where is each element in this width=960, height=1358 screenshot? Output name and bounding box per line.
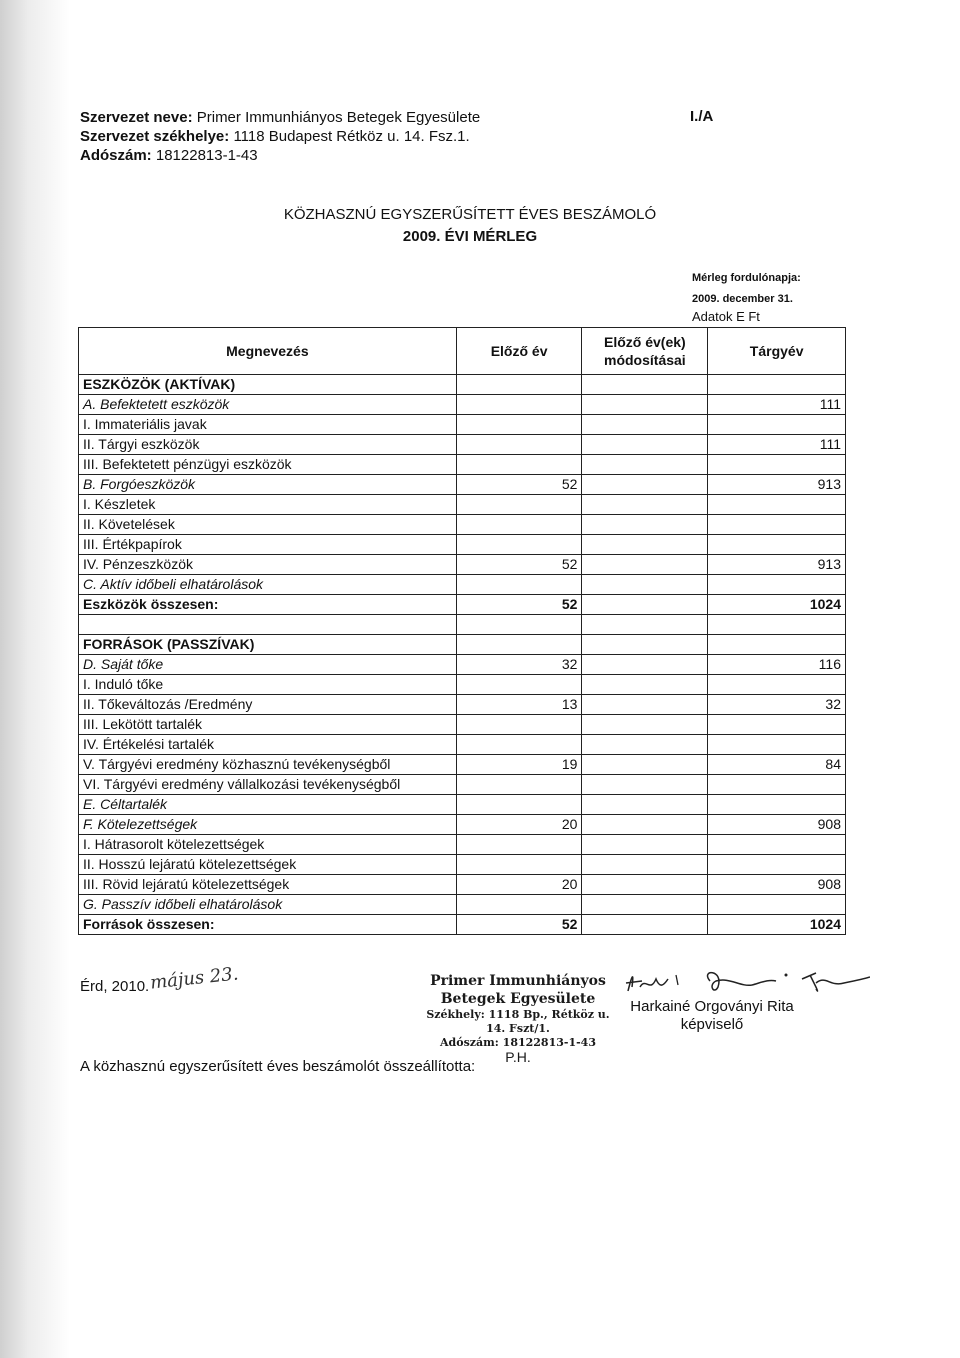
row-modifications <box>582 535 708 555</box>
row-modifications <box>582 455 708 475</box>
table-row <box>79 675 846 695</box>
row-modifications <box>582 675 708 695</box>
table-row <box>79 495 846 515</box>
row-prev-year: 32 <box>456 655 582 675</box>
row-current-year <box>708 415 846 435</box>
row-modifications <box>582 555 708 575</box>
row-name: III. Rövid lejáratú kötelezettségek <box>79 875 457 895</box>
row-prev-year: 52 <box>456 555 582 575</box>
handwritten-signature <box>620 965 870 999</box>
row-current-year <box>708 455 846 475</box>
row-current-year <box>708 775 846 795</box>
row-modifications <box>582 395 708 415</box>
row-name: III. Befektetett pénzügyi eszközök <box>79 455 457 475</box>
row-current-year: 1024 <box>708 595 846 615</box>
org-name-line <box>80 108 480 127</box>
table-row <box>79 575 846 595</box>
row-modifications <box>582 815 708 835</box>
table-row <box>79 375 846 395</box>
row-modifications <box>582 375 708 395</box>
row-name: II. Hosszú lejáratú kötelezettségek <box>79 855 457 875</box>
row-name: II. Tárgyi eszközök <box>79 435 457 455</box>
balance-date-label: Mérleg fordulónapja: <box>692 272 801 284</box>
representative-name: Harkainé Orgoványi Rita <box>630 998 794 1015</box>
row-current-year: 1024 <box>708 915 846 935</box>
row-prev-year: 52 <box>456 915 582 935</box>
row-prev-year <box>456 795 582 815</box>
row-current-year <box>708 895 846 915</box>
col-header-prev: Előző év <box>456 328 582 375</box>
row-current-year: 913 <box>708 475 846 495</box>
row-modifications <box>582 755 708 775</box>
table-row <box>79 735 846 755</box>
org-header <box>80 108 480 165</box>
row-prev-year <box>456 495 582 515</box>
stamp-line-2: Betegek Egyesülete <box>440 991 596 1007</box>
row-current-year: 32 <box>708 695 846 715</box>
row-current-year <box>708 575 846 595</box>
handwritten-date: május 23. <box>149 963 240 994</box>
row-prev-year: 13 <box>456 695 582 715</box>
org-seat: 1118 Budapest Rétköz u. 14. Fsz.1. <box>233 128 470 145</box>
row-prev-year: 20 <box>456 815 582 835</box>
row-name: III. Lekötött tartalék <box>79 715 457 735</box>
row-name: Források összesen: <box>79 915 457 935</box>
org-tax: 18122813-1-43 <box>155 147 258 164</box>
row-name: A. Befektetett eszközök <box>79 395 457 415</box>
form-code: I./A <box>690 108 714 125</box>
org-tax-label: Adószám: <box>80 147 152 164</box>
table-row <box>79 435 846 455</box>
table-row <box>79 475 846 495</box>
row-modifications <box>582 835 708 855</box>
row-prev-year <box>456 515 582 535</box>
table-row <box>79 395 846 415</box>
row-prev-year <box>456 395 582 415</box>
row-modifications <box>582 495 708 515</box>
row-name: F. Kötelezettségek <box>79 815 457 835</box>
stamp-line-1: Primer Immunhiányos <box>430 973 606 989</box>
row-current-year <box>708 835 846 855</box>
row-prev-year <box>456 375 582 395</box>
stamp-line-3: Székhely: 1118 Bp., Rétköz u. 14. Fszt/1. <box>426 1008 610 1035</box>
row-name: D. Saját tőke <box>79 655 457 675</box>
row-prev-year: 19 <box>456 755 582 775</box>
row-modifications <box>582 895 708 915</box>
row-current-year: 116 <box>708 655 846 675</box>
row-name: V. Tárgyévi eredmény közhasznú tevékenységből <box>79 755 457 775</box>
row-current-year <box>708 635 846 655</box>
row-prev-year <box>456 775 582 795</box>
row-prev-year <box>456 455 582 475</box>
table-row <box>79 855 846 875</box>
row-modifications <box>582 515 708 535</box>
row-prev-year: 52 <box>456 595 582 615</box>
row-modifications <box>582 715 708 735</box>
row-modifications <box>582 435 708 455</box>
table-row <box>79 655 846 675</box>
row-modifications <box>582 875 708 895</box>
table-row <box>79 635 846 655</box>
org-seat-label: Szervezet székhelye: <box>80 128 230 145</box>
table-row <box>79 615 846 635</box>
row-modifications <box>582 635 708 655</box>
balance-date: 2009. december 31. <box>692 293 793 305</box>
table-row <box>79 835 846 855</box>
representative-role: képviselő <box>680 1016 744 1033</box>
row-modifications <box>582 855 708 875</box>
stamp-line-4: Adószám: 18122813-1-43 <box>440 1036 596 1049</box>
row-modifications <box>582 475 708 495</box>
row-current-year <box>708 715 846 735</box>
row-name: G. Passzív időbeli elhatárolások <box>79 895 457 915</box>
row-name: ESZKÖZÖK (AKTÍVAK) <box>79 375 457 395</box>
row-prev-year <box>456 735 582 755</box>
row-name: E. Céltartalék <box>79 795 457 815</box>
row-modifications <box>582 695 708 715</box>
row-modifications <box>582 615 708 635</box>
row-modifications <box>582 915 708 935</box>
row-prev-year <box>456 855 582 875</box>
sign-place: Érd, 2010. <box>80 978 150 995</box>
row-prev-year <box>456 415 582 435</box>
row-current-year <box>708 515 846 535</box>
row-name: B. Forgóeszközök <box>79 475 457 495</box>
col-header-name: Megnevezés <box>79 328 457 375</box>
org-name-label: Szervezet neve: <box>80 109 193 126</box>
row-name <box>79 615 457 635</box>
row-current-year <box>708 855 846 875</box>
row-name: Eszközök összesen: <box>79 595 457 615</box>
balance-sheet-table <box>78 327 846 935</box>
row-modifications <box>582 575 708 595</box>
row-current-year <box>708 615 846 635</box>
row-prev-year <box>456 535 582 555</box>
table-row <box>79 535 846 555</box>
table-row <box>79 415 846 435</box>
row-current-year <box>708 535 846 555</box>
stamp-ph: P.H. <box>505 1049 531 1065</box>
row-prev-year <box>456 675 582 695</box>
row-current-year: 84 <box>708 755 846 775</box>
row-modifications <box>582 415 708 435</box>
row-name: III. Értékpapírok <box>79 535 457 555</box>
row-name: II. Tőkeváltozás /Eredmény <box>79 695 457 715</box>
unit-label: Adatok E Ft <box>692 309 760 324</box>
table-row <box>79 455 846 475</box>
row-current-year <box>708 375 846 395</box>
report-subtitle: 2009. ÉVI MÉRLEG <box>402 228 538 245</box>
table-row <box>79 915 846 935</box>
organization-stamp <box>418 972 618 1064</box>
table-row <box>79 875 846 895</box>
col-header-mod: Előző év(ek) módosításai <box>582 328 708 375</box>
row-modifications <box>582 735 708 755</box>
row-modifications <box>582 795 708 815</box>
row-name: IV. Pénzeszközök <box>79 555 457 575</box>
row-modifications <box>582 655 708 675</box>
row-prev-year <box>456 615 582 635</box>
table-row <box>79 795 846 815</box>
row-prev-year: 52 <box>456 475 582 495</box>
compiled-by-label: A közhasznú egyszerűsített éves beszámolót összeállította: <box>80 1058 476 1075</box>
org-seat-line <box>80 127 480 146</box>
table-row <box>79 755 846 775</box>
row-name: I. Készletek <box>79 495 457 515</box>
row-current-year: 913 <box>708 555 846 575</box>
representative <box>612 998 812 1034</box>
table-row <box>79 595 846 615</box>
row-prev-year <box>456 635 582 655</box>
row-modifications <box>582 595 708 615</box>
table-row <box>79 695 846 715</box>
table-row <box>79 815 846 835</box>
org-name: Primer Immunhiányos Betegek Egyesülete <box>196 109 481 126</box>
row-name: II. Követelések <box>79 515 457 535</box>
row-current-year <box>708 495 846 515</box>
row-prev-year <box>456 575 582 595</box>
table-row <box>79 515 846 535</box>
org-tax-line <box>80 146 480 165</box>
row-name: C. Aktív időbeli elhatárolások <box>79 575 457 595</box>
row-name: I. Immateriális javak <box>79 415 457 435</box>
row-prev-year: 20 <box>456 875 582 895</box>
row-name: FORRÁSOK (PASSZÍVAK) <box>79 635 457 655</box>
row-name: I. Induló tőke <box>79 675 457 695</box>
table-header-row <box>79 328 846 375</box>
row-name: I. Hátrasorolt kötelezettségek <box>79 835 457 855</box>
row-current-year: 111 <box>708 435 846 455</box>
row-current-year <box>708 735 846 755</box>
row-name: IV. Értékelési tartalék <box>79 735 457 755</box>
table-row <box>79 715 846 735</box>
row-prev-year <box>456 435 582 455</box>
row-prev-year <box>456 835 582 855</box>
row-name: VI. Tárgyévi eredmény vállalkozási tevékenységből <box>79 775 457 795</box>
row-modifications <box>582 775 708 795</box>
col-header-curr: Tárgyév <box>708 328 846 375</box>
row-current-year: 908 <box>708 815 846 835</box>
row-prev-year <box>456 715 582 735</box>
table-row <box>79 895 846 915</box>
report-title: KÖZHASZNÚ EGYSZERŰSÍTETT ÉVES BESZÁMOLÓ <box>283 206 657 223</box>
scan-edge-shadow <box>0 0 70 1358</box>
table-row <box>79 775 846 795</box>
row-current-year <box>708 795 846 815</box>
row-current-year: 908 <box>708 875 846 895</box>
row-current-year: 111 <box>708 395 846 415</box>
row-prev-year <box>456 895 582 915</box>
row-current-year <box>708 675 846 695</box>
table-row <box>79 555 846 575</box>
